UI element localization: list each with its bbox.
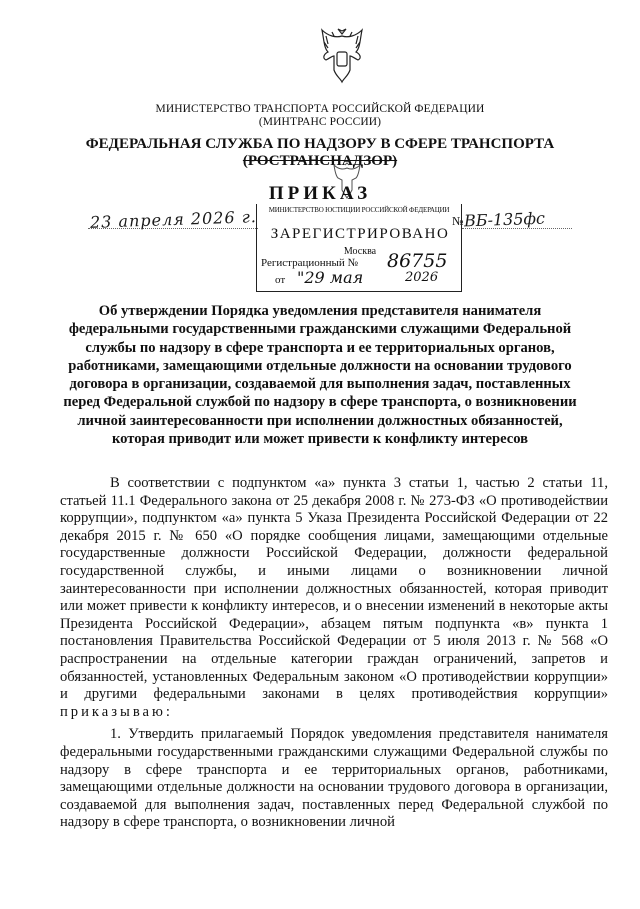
agency-name: ФЕДЕРАЛЬНАЯ СЛУЖБА ПО НАДЗОРУ В СФЕРЕ ТРАНСПОРТА [85,136,555,152]
russian-coat-of-arms-icon [318,26,366,86]
stamp-from-label: от [275,274,286,286]
order-number-handwritten: ВБ-135фс [463,208,546,231]
ministry-name: МИНИСТЕРСТВО ТРАНСПОРТА РОССИЙСКОЙ ФЕДЕРАЦИИ [155,103,485,115]
order-body [60,475,608,832]
number-underline [462,228,572,229]
agency-abbr: (РОСТРАНСНАДЗОР) [242,153,398,169]
stamp-reg-number: 86755 [387,250,448,272]
order-heading: Об утверждении Порядка уведомления представителя нанимателя федеральными государственными гражданскими служащими Федеральной службы по надзору в сфере транспорта и ее территориальных органов, работниками, замещающими отдельные должности на основании трудового договора в организации, создаваемой для выполнения задач, поставленных перед Федеральной службой по надзору в сфере транспорта, о возникновении личной заинтересованности при исполнении должностных обязанностей, которая приводит или может привести к конфликту интересов [63,303,577,448]
registration-stamp [256,204,462,292]
stamp-ministry: МИНИСТЕРСТВО ЮСТИЦИИ РОССИЙСКОЙ ФЕДЕРАЦИИ [268,206,450,214]
doc-type-title: ПРИКАЗ [268,183,372,204]
stamp-city: Москва [343,246,377,257]
stamp-from-date: "29 мая [297,268,364,287]
order-verb: приказываю: [60,703,173,720]
stamp-from-year: 2026 [405,270,439,285]
stamp-registered: ЗАРЕГИСТРИРОВАНО [270,226,450,242]
stamp-reg-label: Регистрационный № [261,257,359,269]
preamble-text: В соответствии с подпунктом «а» пункта 3 статьи 1, частью 2 статьи 11, статьей 11.1 Федерального закона от 25 декабря 2008 г. № 273-ФЗ «О противодействии коррупции», подпунктом «а» пункта 5 Указа Президента Российской Федерации от 22 декабря 2015 г. № 650 «О порядке сообщения лицами, замещающими отдельные государственные должности Российской Федерации, должности федеральной государственной службы, и иными лицами о возникновении личной заинтересованности при исполнении должностных обязанностей, которая приводит или может привести к конфликту интересов, и о внесении изменений в некоторые акты Президента Российской Федерации», абзацем пятым подпункта «в» пункта 1 постановления Правительства Российской Федерации от 5 июля 2013 г. № 568 «О распространении на отдельные категории граждан ограничений, запретов и обязанностей, установленных Федеральным законом «О противодействии коррупции» и другими федеральными законами в целях противодействия коррупции» [60,475,608,703]
preamble-paragraph [60,475,608,721]
ministry-abbr: (МИНТРАНС РОССИИ) [258,116,382,128]
order-date-handwritten: 23 апреля 2026 г. [89,207,258,232]
date-underline [88,228,258,229]
number-sign: № [452,214,464,228]
item-1-paragraph: 1. Утвердить прилагаемый Порядок уведомления представителя нанимателя федеральными государственными гражданскими служащими Федеральной службы по надзору в сфере транспорта и ее территориальных органов, работниками, замещающими отдельные должности на основании трудового договора в организации, создаваемой для выполнения задач, поставленных перед Федеральной службой по надзору в сфере транспорта, о возникновении личной [60,726,608,831]
